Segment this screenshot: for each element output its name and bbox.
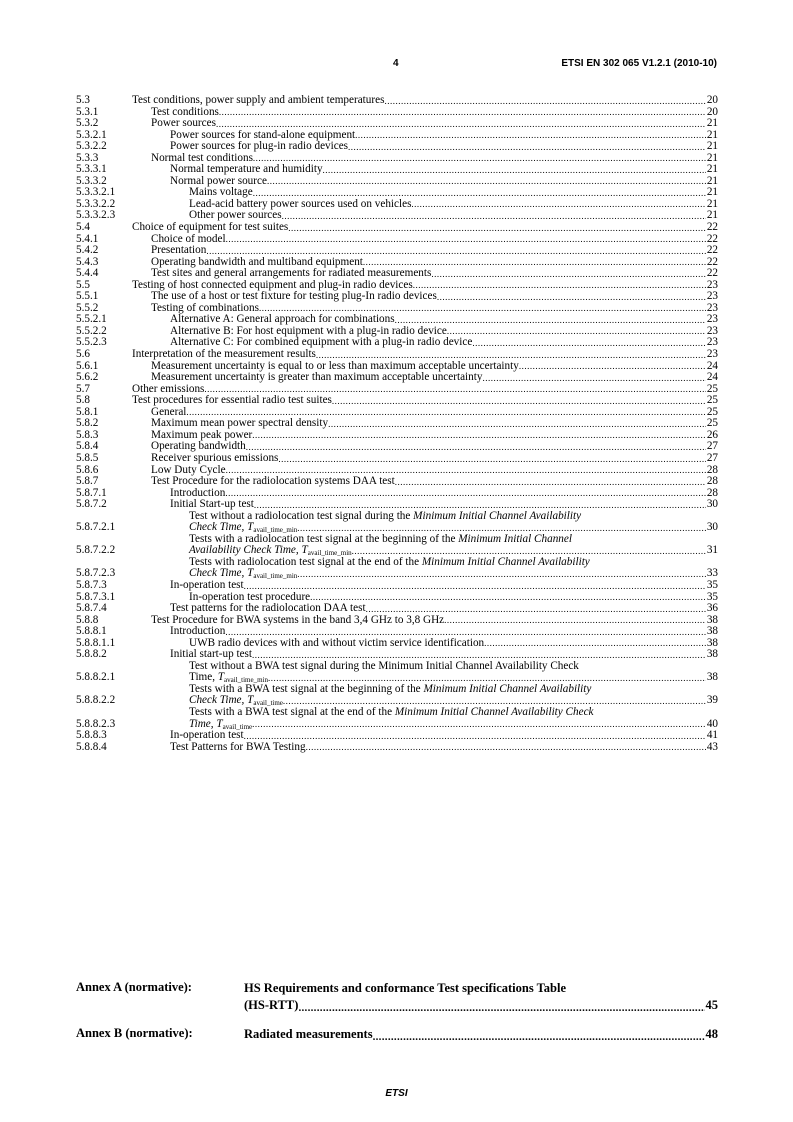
toc-title: Interpretation of the measurement results <box>132 348 316 361</box>
dot-leader <box>484 638 706 649</box>
dot-leader <box>373 1032 705 1043</box>
toc-entry[interactable] <box>76 684 718 707</box>
toc-title-cont: Check Time, <box>189 567 248 580</box>
toc-number: 5.8.5 <box>76 451 99 464</box>
toc-number: 5.8.7.1 <box>76 486 107 499</box>
toc-title: Introduction <box>170 486 226 499</box>
toc-page: 27 <box>706 451 718 464</box>
toc-page: 24 <box>706 359 718 372</box>
toc-number: 5.5.2 <box>76 301 99 314</box>
toc-title: In-operation test <box>170 729 244 742</box>
toc-page: 30 <box>706 498 718 511</box>
toc-number: 5.3.3.2.1 <box>76 186 116 199</box>
toc-page: 22 <box>706 232 718 245</box>
toc-entry[interactable] <box>76 661 718 684</box>
toc-number: 5.8.7.4 <box>76 602 107 615</box>
dot-leader <box>482 373 705 384</box>
toc-number: 5.8.7.2.1 <box>76 521 116 534</box>
toc-title: In-operation test <box>170 578 244 591</box>
toc-entry[interactable] <box>76 453 718 465</box>
toc-title: Normal temperature and humidity <box>170 163 323 176</box>
toc-page: 41 <box>706 729 718 742</box>
dot-leader <box>411 199 705 210</box>
toc-title: Measurement uncertainty is equal to or less than maximum acceptable uncertainty <box>151 359 519 372</box>
toc-page: 27 <box>706 440 718 453</box>
toc-title: Test without a BWA test signal during the Minimum Initial Channel Availability Check <box>189 659 579 672</box>
toc-page: 21 <box>706 151 718 164</box>
toc-page: 22 <box>706 267 718 280</box>
toc-title: Maximum peak power <box>151 428 253 441</box>
toc-title: Initial Start-up test <box>170 498 254 511</box>
footer-etsi: ETSI <box>385 1088 408 1099</box>
toc-number: 5.8.7 <box>76 475 99 488</box>
toc-page: 25 <box>706 405 718 418</box>
toc-title: Power sources for stand-alone equipment <box>170 128 356 141</box>
toc-number: 5.8.3 <box>76 428 99 441</box>
toc-page: 31 <box>706 544 718 557</box>
toc-number: 5.8.8 <box>76 613 99 626</box>
toc-entry[interactable] <box>76 511 718 534</box>
annex-page: 48 <box>705 1027 718 1041</box>
toc-number: 5.5 <box>76 278 90 291</box>
toc-page: 43 <box>706 740 718 753</box>
toc-page: 39 <box>706 694 718 707</box>
time-symbol: T <box>217 671 225 684</box>
toc-title-italic: Minimum Initial Channel Availability <box>413 509 582 522</box>
toc-entry[interactable] <box>76 245 718 257</box>
toc-title: Tests with a radiolocation test signal at the beginning of the <box>189 532 459 545</box>
dot-leader <box>519 361 706 372</box>
toc-page: 21 <box>706 140 718 153</box>
toc-entry[interactable] <box>76 222 718 234</box>
time-symbol: T <box>247 567 254 580</box>
time-symbol: T <box>301 544 308 557</box>
toc-title: Power sources for plug-in radio devices <box>170 140 349 153</box>
time-subscript: avail_time_min <box>307 549 352 558</box>
toc-entry[interactable] <box>76 349 718 361</box>
toc-number: 5.8.8.1 <box>76 625 107 638</box>
toc-title-cont: Time, <box>189 671 218 684</box>
toc-number: 5.5.2.1 <box>76 313 107 326</box>
toc-title-cont: Check Time, <box>189 521 248 534</box>
toc-page: 38 <box>706 636 718 649</box>
toc-page: 23 <box>706 301 718 314</box>
annex-label: Annex B (normative): <box>76 1026 193 1040</box>
dot-leader <box>395 477 706 488</box>
time-subscript: avail_time_min <box>224 676 268 685</box>
toc-number: 5.6.2 <box>76 371 99 384</box>
document-title: ETSI EN 302 065 V1.2.1 (2010-10) <box>561 58 717 69</box>
dot-leader <box>219 107 706 118</box>
time-symbol: T <box>216 717 223 730</box>
toc-number: 5.5.1 <box>76 290 99 303</box>
dot-leader <box>444 615 706 626</box>
toc-page: 21 <box>706 197 718 210</box>
dot-leader <box>413 280 706 291</box>
toc-page: 25 <box>706 417 718 430</box>
toc-title: Choice of equipment for test suites <box>132 221 289 234</box>
dot-leader <box>332 396 706 407</box>
toc-title: Other emissions <box>132 382 205 395</box>
toc-title: Test without a radiolocation test signal during the <box>189 509 414 522</box>
toc-page: 23 <box>706 278 718 291</box>
toc-number: 5.8.6 <box>76 463 99 476</box>
toc-page: 26 <box>706 428 718 441</box>
dot-leader <box>225 488 706 499</box>
time-subscript: avail_time_min <box>253 572 298 581</box>
dot-leader <box>437 292 706 303</box>
toc-title-italic: Minimum Initial Channel Availability Check <box>394 705 594 718</box>
toc-title: UWB radio devices with and without victim service identification <box>189 636 485 649</box>
dot-leader <box>252 719 706 730</box>
toc-page: 25 <box>706 382 718 395</box>
toc-title: Measurement uncertainty is greater than maximum acceptable uncertainty <box>151 371 483 384</box>
page-number: 4 <box>393 58 399 69</box>
dot-leader <box>297 569 706 580</box>
toc-number: 5.7 <box>76 382 90 395</box>
toc-entry[interactable] <box>76 95 718 107</box>
toc-title-cont: Check Time, <box>189 694 248 707</box>
dot-leader <box>355 130 706 141</box>
toc-page: 25 <box>706 394 718 407</box>
dot-leader <box>316 350 706 361</box>
dot-leader <box>226 234 706 245</box>
toc-title: Test procedures for essential radio test suites <box>132 394 332 407</box>
toc-title: In-operation test procedure <box>189 590 311 603</box>
dot-leader <box>282 211 706 222</box>
dot-leader <box>447 326 706 337</box>
toc-page: 23 <box>706 336 718 349</box>
toc-page: 28 <box>706 486 718 499</box>
toc-entry[interactable] <box>76 730 718 742</box>
dot-leader <box>328 419 706 430</box>
toc-number: 5.8.8.4 <box>76 740 107 753</box>
toc-page: 21 <box>706 174 718 187</box>
toc-number: 5.3.1 <box>76 105 99 118</box>
toc-title-italic: Minimum Initial Channel <box>458 532 572 545</box>
toc-page: 23 <box>706 313 718 326</box>
toc-title: Mains voltage <box>189 186 253 199</box>
toc-entry[interactable] <box>76 557 718 580</box>
toc-number: 5.8.7.3.1 <box>76 590 116 603</box>
toc-page: 20 <box>706 94 718 106</box>
toc-page: 21 <box>706 117 718 130</box>
time-symbol: T <box>247 694 254 707</box>
dot-leader <box>323 165 706 176</box>
annex-title: Radiated measurements <box>244 1027 373 1041</box>
annex-title-cont: (HS-RTT) <box>244 998 299 1012</box>
toc-title: Lead-acid battery power sources used on vehicles <box>189 197 412 210</box>
toc-title: Tests with a BWA test signal at the beginning of the <box>189 682 424 695</box>
annex-title: HS Requirements and conformance Test specifications Table <box>244 981 567 995</box>
time-symbol: T <box>247 521 254 534</box>
toc-title-italic: Minimum Initial Channel Availability <box>423 682 592 695</box>
toc-title: General <box>151 405 187 418</box>
toc-title-cont: Time, <box>189 717 217 730</box>
dot-leader <box>348 142 706 153</box>
toc-title: Power sources <box>151 117 216 130</box>
toc-title: Low Duty Cycle <box>151 463 226 476</box>
toc-title: Normal test conditions <box>151 151 253 164</box>
toc-number: 5.3.2 <box>76 117 99 130</box>
toc-title-italic: Minimum Initial Channel Availability <box>421 555 590 568</box>
toc-title: Tests with radiolocation test signal at the end of the <box>189 555 422 568</box>
toc-title: Other power sources <box>189 209 282 222</box>
dot-leader <box>244 581 706 592</box>
toc-entry[interactable] <box>76 626 718 638</box>
toc-number: 5.3.3.2.2 <box>76 197 116 210</box>
toc-title: Operating bandwidth and multiband equipment <box>151 255 363 268</box>
toc-page: 22 <box>706 255 718 268</box>
toc-page: 38 <box>706 625 718 638</box>
toc-page: 33 <box>706 567 718 580</box>
toc-title: Receiver spurious emissions <box>151 451 279 464</box>
dot-leader <box>310 592 706 603</box>
toc-page: 28 <box>706 463 718 476</box>
toc-page: 30 <box>706 521 718 534</box>
toc-number: 5.8.8.2.3 <box>76 717 116 730</box>
toc-number: 5.8.7.2.2 <box>76 544 116 557</box>
toc-title: Normal power source <box>170 174 267 187</box>
dot-leader <box>288 223 706 234</box>
dot-leader <box>267 176 706 187</box>
toc-entry[interactable] <box>76 534 718 557</box>
toc-title: Alternative C: For combined equipment with a plug-in radio device <box>170 336 473 349</box>
toc-title: Test patterns for the radiolocation DAA test <box>170 602 366 615</box>
toc-page: 23 <box>706 324 718 337</box>
toc-title: Choice of model <box>151 232 226 245</box>
toc-number: 5.8.1 <box>76 405 99 418</box>
toc-entry[interactable] <box>76 372 718 384</box>
toc-page: 38 <box>706 671 718 684</box>
toc-number: 5.8.7.2.3 <box>76 567 116 580</box>
toc-entry[interactable] <box>76 603 718 615</box>
toc-number: 5.8.4 <box>76 440 99 453</box>
toc-number: 5.8 <box>76 394 90 407</box>
dot-leader <box>306 742 706 753</box>
toc-title-cont: Availability Check Time, <box>189 544 302 557</box>
toc-number: 5.3.3.1 <box>76 163 107 176</box>
toc-page: 36 <box>706 602 718 615</box>
toc-page: 21 <box>706 163 718 176</box>
toc-page: 28 <box>706 475 718 488</box>
toc-number: 5.8.2 <box>76 417 99 430</box>
toc-entry[interactable] <box>76 118 718 130</box>
dot-leader <box>244 731 706 742</box>
toc-page: 24 <box>706 371 718 384</box>
toc-entry[interactable] <box>76 199 718 211</box>
toc-title: Test Patterns for BWA Testing <box>170 740 306 753</box>
toc-number: 5.6.1 <box>76 359 99 372</box>
toc-title: Presentation <box>151 244 207 257</box>
toc-number: 5.3.3 <box>76 151 99 164</box>
toc-title: Introduction <box>170 625 226 638</box>
toc-title: Testing of combinations <box>151 301 259 314</box>
toc-entry[interactable] <box>76 580 718 592</box>
toc-entry[interactable] <box>76 176 718 188</box>
toc-page: 23 <box>706 290 718 303</box>
dot-leader <box>366 604 706 615</box>
toc-page: 21 <box>706 186 718 199</box>
toc-title: The use of a host or test fixture for testing plug-In radio devices <box>151 290 437 303</box>
time-subscript: avail_time <box>253 699 283 708</box>
toc-number: 5.8.8.1.1 <box>76 636 116 649</box>
dot-leader <box>246 442 706 453</box>
toc-number: 5.4.4 <box>76 267 99 280</box>
toc-page: 35 <box>706 590 718 603</box>
toc-number: 5.4 <box>76 221 90 234</box>
table-of-contents <box>76 95 718 753</box>
toc-number: 5.8.8.3 <box>76 729 107 742</box>
toc-page: 38 <box>706 613 718 626</box>
toc-page: 23 <box>706 348 718 361</box>
toc-title: Test conditions <box>151 105 219 118</box>
dot-leader <box>298 1003 704 1014</box>
toc-title: Alternative A: General approach for combinations <box>170 313 395 326</box>
toc-number: 5.8.7.3 <box>76 578 107 591</box>
toc-page: 20 <box>706 105 718 118</box>
toc-number: 5.4.3 <box>76 255 99 268</box>
toc-number: 5.3.3.2.3 <box>76 209 116 222</box>
toc-number: 5.4.1 <box>76 232 99 245</box>
toc-title: Test Procedure for BWA systems in the band 3,4 GHz to 3,8 GHz <box>151 613 445 626</box>
toc-number: 5.3 <box>76 94 90 106</box>
toc-title: Maximum mean power spectral density <box>151 417 329 430</box>
toc-page: 40 <box>706 717 718 730</box>
toc-title: Testing of host connected equipment and plug-in radio devices <box>132 278 413 291</box>
toc-title: Tests with a BWA test signal at the end of the <box>189 705 395 718</box>
toc-entry[interactable] <box>76 476 718 488</box>
toc-number: 5.8.7.2 <box>76 498 107 511</box>
toc-page: 21 <box>706 209 718 222</box>
dot-leader <box>431 269 705 280</box>
toc-entry[interactable] <box>76 141 718 153</box>
toc-entry[interactable] <box>76 742 718 754</box>
toc-number: 5.8.8.2.1 <box>76 671 116 684</box>
toc-page: 38 <box>706 648 718 661</box>
toc-page: 35 <box>706 578 718 591</box>
toc-number: 5.8.8.2 <box>76 648 107 661</box>
toc-number: 5.3.2.2 <box>76 140 107 153</box>
toc-title: Initial start-up test <box>170 648 253 661</box>
dot-leader <box>384 96 705 107</box>
time-subscript: avail_time <box>222 722 253 731</box>
annex-page: 45 <box>705 998 718 1012</box>
toc-number: 5.6 <box>76 348 90 361</box>
toc-page: 22 <box>706 244 718 257</box>
toc-page: 22 <box>706 221 718 234</box>
toc-title: Test Procedure for the radiolocation systems DAA test <box>151 475 395 488</box>
toc-page: 21 <box>706 128 718 141</box>
toc-title: Alternative B: For host equipment with a plug-in radio device <box>170 324 447 337</box>
toc-title: Test conditions, power supply and ambient temperatures <box>132 94 385 106</box>
dot-leader <box>472 338 706 349</box>
annex-label: Annex A (normative): <box>76 980 192 994</box>
toc-entry[interactable] <box>76 707 718 730</box>
toc-number: 5.3.3.2 <box>76 174 107 187</box>
toc-title: Operating bandwidth <box>151 440 246 453</box>
dot-leader <box>206 246 706 257</box>
toc-number: 5.4.2 <box>76 244 99 257</box>
toc-number: 5.5.2.3 <box>76 336 107 349</box>
toc-number: 5.8.8.2.2 <box>76 694 116 707</box>
time-subscript: avail_time_min <box>253 526 298 535</box>
dot-leader <box>278 454 705 465</box>
dot-leader <box>216 119 706 130</box>
toc-number: 5.3.2.1 <box>76 128 107 141</box>
toc-title: Test sites and general arrangements for radiated measurements <box>151 267 432 280</box>
dot-leader <box>252 430 706 441</box>
toc-number: 5.5.2.2 <box>76 324 107 337</box>
